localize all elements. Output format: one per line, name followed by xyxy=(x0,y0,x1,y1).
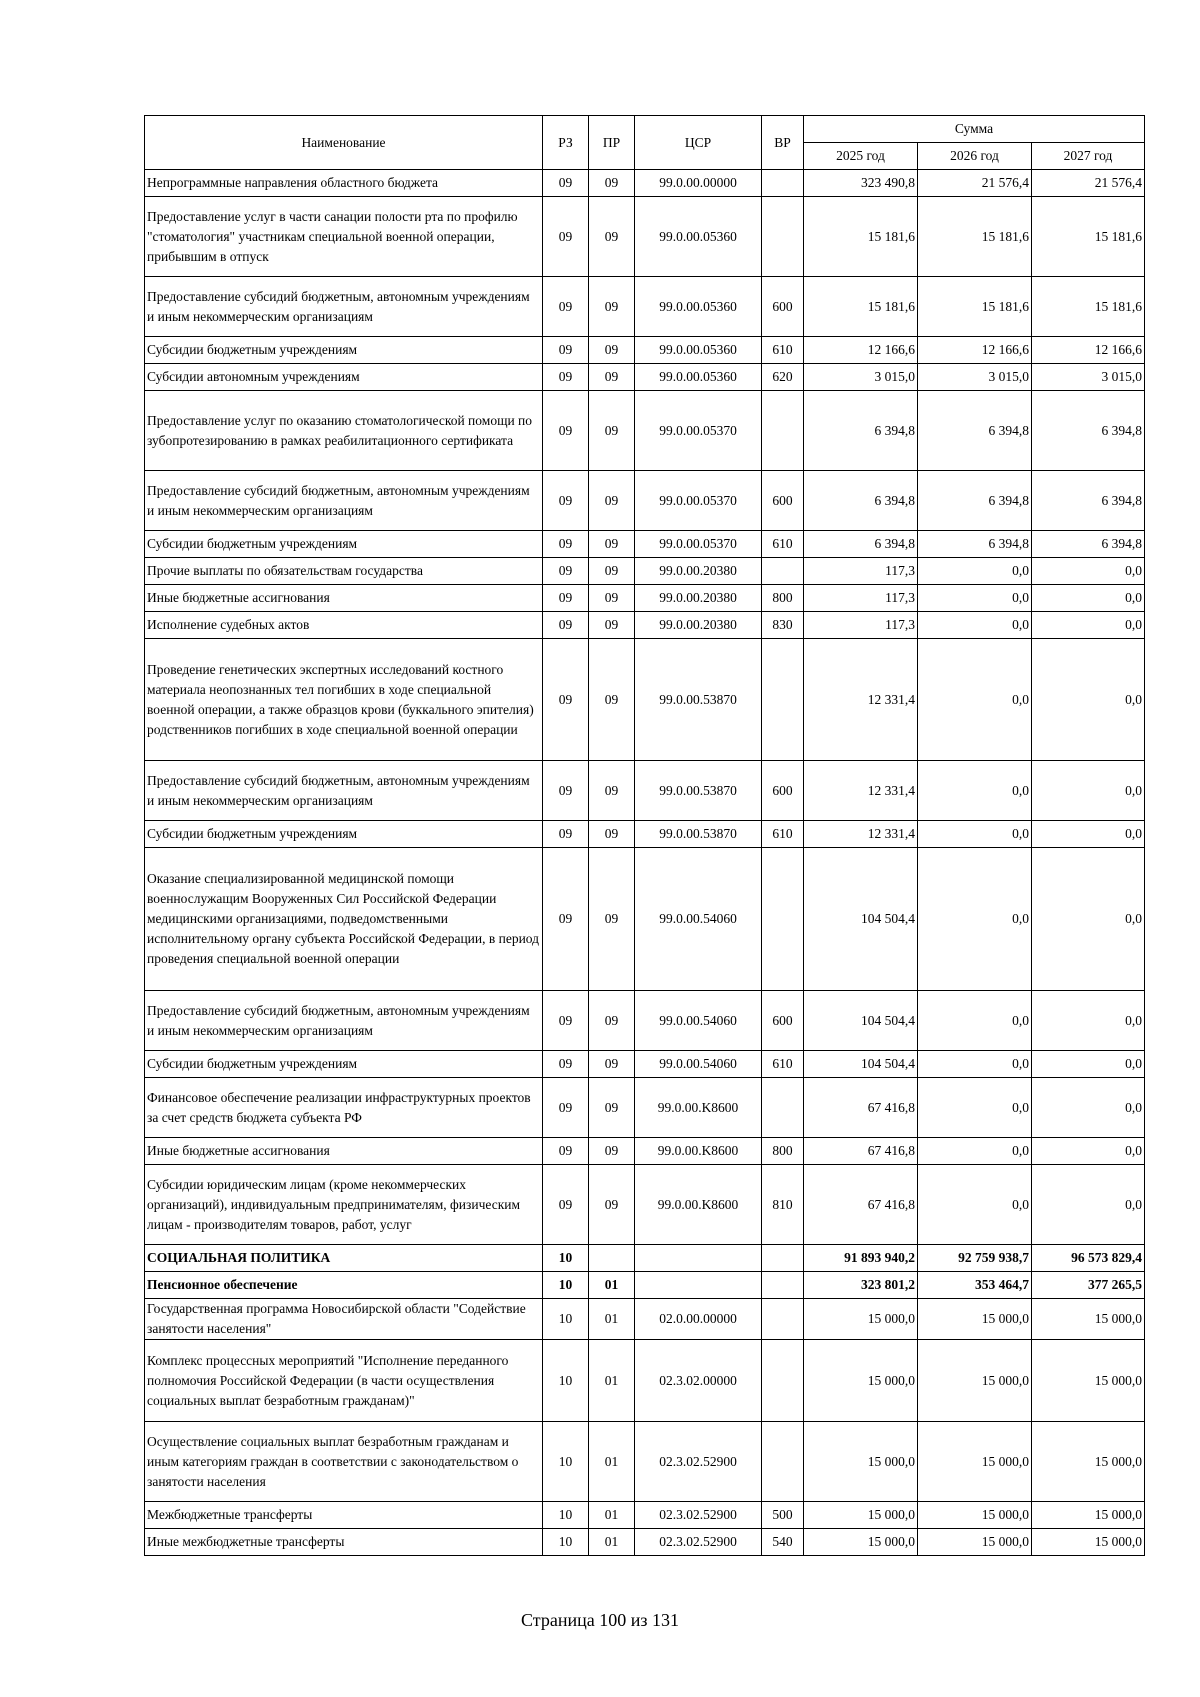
cell-vr xyxy=(762,197,804,277)
cell-y2026: 0,0 xyxy=(918,612,1032,639)
cell-y2026: 15 000,0 xyxy=(918,1422,1032,1502)
cell-csr: 99.0.00.05370 xyxy=(635,391,762,471)
cell-y2026: 15 000,0 xyxy=(918,1340,1032,1422)
cell-name: Субсидии автономным учреждениям xyxy=(145,364,543,391)
cell-name: Непрограммные направления областного бюджета xyxy=(145,170,543,197)
cell-y2025: 15 000,0 xyxy=(804,1340,918,1422)
cell-y2027: 0,0 xyxy=(1032,848,1145,991)
header-2026: 2026 год xyxy=(918,143,1032,170)
cell-y2026: 0,0 xyxy=(918,848,1032,991)
cell-y2026: 15 181,6 xyxy=(918,197,1032,277)
cell-pr: 09 xyxy=(589,1078,635,1138)
cell-vr xyxy=(762,170,804,197)
cell-csr: 99.0.00.53870 xyxy=(635,639,762,761)
cell-vr xyxy=(762,391,804,471)
table-row xyxy=(145,391,1145,471)
cell-y2026: 15 181,6 xyxy=(918,277,1032,337)
cell-y2026: 3 015,0 xyxy=(918,364,1032,391)
cell-y2027: 0,0 xyxy=(1032,1078,1145,1138)
cell-y2026: 0,0 xyxy=(918,1078,1032,1138)
table-row xyxy=(145,337,1145,364)
header-csr: ЦСР xyxy=(635,116,762,170)
cell-vr: 830 xyxy=(762,612,804,639)
cell-vr: 600 xyxy=(762,761,804,821)
header-2027: 2027 год xyxy=(1032,143,1145,170)
cell-csr: 99.0.00.05370 xyxy=(635,531,762,558)
table-row xyxy=(145,585,1145,612)
cell-rz: 10 xyxy=(543,1299,589,1340)
cell-y2026: 12 166,6 xyxy=(918,337,1032,364)
cell-rz: 10 xyxy=(543,1529,589,1556)
cell-name: Проведение генетических экспертных исследований костного материала неопознанных тел погибших в ходе специальной военной операции, а также образцов крови (буккального эпителия) родственников погибших в ходе специальной военной операции xyxy=(145,639,543,761)
table-row xyxy=(145,1422,1145,1502)
cell-csr: 02.3.02.00000 xyxy=(635,1340,762,1422)
cell-pr: 09 xyxy=(589,612,635,639)
cell-y2027: 0,0 xyxy=(1032,991,1145,1051)
header-pr: ПР xyxy=(589,116,635,170)
cell-csr: 99.0.00.K8600 xyxy=(635,1078,762,1138)
cell-name: СОЦИАЛЬНАЯ ПОЛИТИКА xyxy=(145,1245,543,1272)
cell-y2025: 15 181,6 xyxy=(804,197,918,277)
cell-name: Предоставление субсидий бюджетным, автономным учреждениям и иным некоммерческим организациям xyxy=(145,761,543,821)
cell-pr: 09 xyxy=(589,761,635,821)
cell-name: Предоставление услуг по оказанию стоматологической помощи по зубопротезированию в рамках реабилитационного сертификата xyxy=(145,391,543,471)
cell-rz: 09 xyxy=(543,1165,589,1245)
cell-rz: 09 xyxy=(543,277,589,337)
cell-pr: 09 xyxy=(589,197,635,277)
cell-rz: 09 xyxy=(543,1078,589,1138)
cell-y2026: 6 394,8 xyxy=(918,531,1032,558)
cell-csr: 99.0.00.53870 xyxy=(635,761,762,821)
table-row xyxy=(145,197,1145,277)
cell-name: Иные бюджетные ассигнования xyxy=(145,585,543,612)
cell-y2025: 6 394,8 xyxy=(804,391,918,471)
cell-pr: 09 xyxy=(589,277,635,337)
cell-vr: 620 xyxy=(762,364,804,391)
cell-y2026: 0,0 xyxy=(918,1165,1032,1245)
cell-y2027: 0,0 xyxy=(1032,612,1145,639)
cell-pr: 09 xyxy=(589,1138,635,1165)
cell-name: Осуществление социальных выплат безработным гражданам и иным категориям граждан в соответствии с законодательством о занятости населения xyxy=(145,1422,543,1502)
cell-csr: 99.0.00.53870 xyxy=(635,821,762,848)
cell-pr: 09 xyxy=(589,170,635,197)
cell-y2025: 323 490,8 xyxy=(804,170,918,197)
cell-name: Предоставление субсидий бюджетным, автономным учреждениям и иным некоммерческим организациям xyxy=(145,471,543,531)
cell-vr xyxy=(762,1272,804,1299)
cell-y2025: 12 331,4 xyxy=(804,639,918,761)
table-row xyxy=(145,1245,1145,1272)
cell-y2025: 104 504,4 xyxy=(804,991,918,1051)
cell-pr: 01 xyxy=(589,1272,635,1299)
cell-rz: 09 xyxy=(543,471,589,531)
cell-name: Предоставление субсидий бюджетным, автономным учреждениям и иным некоммерческим организациям xyxy=(145,277,543,337)
cell-rz: 09 xyxy=(543,531,589,558)
cell-vr xyxy=(762,558,804,585)
cell-y2026: 0,0 xyxy=(918,585,1032,612)
cell-csr: 99.0.00.54060 xyxy=(635,848,762,991)
cell-csr: 99.0.00.K8600 xyxy=(635,1165,762,1245)
cell-y2027: 15 000,0 xyxy=(1032,1502,1145,1529)
table-row xyxy=(145,558,1145,585)
cell-y2027: 0,0 xyxy=(1032,558,1145,585)
cell-vr xyxy=(762,1422,804,1502)
cell-y2026: 0,0 xyxy=(918,1138,1032,1165)
cell-name: Государственная программа Новосибирской области "Содействие занятости населения" xyxy=(145,1299,543,1340)
cell-csr: 99.0.00.05360 xyxy=(635,197,762,277)
header-2025: 2025 год xyxy=(804,143,918,170)
cell-rz: 09 xyxy=(543,585,589,612)
cell-y2027: 0,0 xyxy=(1032,1138,1145,1165)
cell-rz: 09 xyxy=(543,848,589,991)
cell-y2026: 6 394,8 xyxy=(918,391,1032,471)
cell-y2025: 67 416,8 xyxy=(804,1078,918,1138)
cell-vr: 610 xyxy=(762,337,804,364)
cell-csr: 99.0.00.05360 xyxy=(635,277,762,337)
cell-y2027: 0,0 xyxy=(1032,821,1145,848)
cell-name: Предоставление услуг в части санации полости рта по профилю "стоматология" участникам специальной военной операции, прибывшим в отпуск xyxy=(145,197,543,277)
cell-y2026: 21 576,4 xyxy=(918,170,1032,197)
cell-y2026: 0,0 xyxy=(918,558,1032,585)
cell-y2027: 15 000,0 xyxy=(1032,1299,1145,1340)
cell-pr: 09 xyxy=(589,558,635,585)
table-row xyxy=(145,848,1145,991)
table-row xyxy=(145,531,1145,558)
cell-vr xyxy=(762,1078,804,1138)
cell-y2026: 0,0 xyxy=(918,639,1032,761)
cell-y2027: 6 394,8 xyxy=(1032,471,1145,531)
cell-csr: 99.0.00.20380 xyxy=(635,612,762,639)
cell-name: Финансовое обеспечение реализации инфраструктурных проектов за счет средств бюджета субъекта РФ xyxy=(145,1078,543,1138)
cell-csr: 99.0.00.54060 xyxy=(635,1051,762,1078)
cell-y2025: 12 331,4 xyxy=(804,761,918,821)
cell-name: Субсидии бюджетным учреждениям xyxy=(145,337,543,364)
cell-name: Иные межбюджетные трансферты xyxy=(145,1529,543,1556)
cell-rz: 09 xyxy=(543,391,589,471)
cell-csr: 99.0.00.00000 xyxy=(635,170,762,197)
table-row xyxy=(145,639,1145,761)
table-row xyxy=(145,170,1145,197)
cell-y2026: 0,0 xyxy=(918,991,1032,1051)
cell-csr xyxy=(635,1272,762,1299)
cell-y2026: 0,0 xyxy=(918,821,1032,848)
cell-rz: 09 xyxy=(543,761,589,821)
cell-y2025: 104 504,4 xyxy=(804,1051,918,1078)
cell-pr: 01 xyxy=(589,1529,635,1556)
cell-csr: 99.0.00.05360 xyxy=(635,337,762,364)
cell-rz: 09 xyxy=(543,170,589,197)
cell-csr: 02.3.02.52900 xyxy=(635,1529,762,1556)
cell-csr: 99.0.00.20380 xyxy=(635,585,762,612)
cell-pr: 09 xyxy=(589,1051,635,1078)
cell-rz: 09 xyxy=(543,1138,589,1165)
cell-y2027: 0,0 xyxy=(1032,1051,1145,1078)
header-name: Наименование xyxy=(145,116,543,170)
cell-y2025: 3 015,0 xyxy=(804,364,918,391)
cell-y2025: 15 000,0 xyxy=(804,1299,918,1340)
cell-vr: 500 xyxy=(762,1502,804,1529)
cell-pr xyxy=(589,1245,635,1272)
cell-csr: 99.0.00.20380 xyxy=(635,558,762,585)
cell-csr: 02.3.02.52900 xyxy=(635,1422,762,1502)
cell-pr: 09 xyxy=(589,471,635,531)
cell-pr: 01 xyxy=(589,1299,635,1340)
table-row xyxy=(145,1502,1145,1529)
cell-rz: 09 xyxy=(543,639,589,761)
cell-y2025: 15 000,0 xyxy=(804,1529,918,1556)
table-row xyxy=(145,1299,1145,1340)
cell-rz: 10 xyxy=(543,1502,589,1529)
table-row xyxy=(145,761,1145,821)
page-number: Страница 100 из 131 xyxy=(521,1610,679,1630)
cell-csr: 99.0.00.05360 xyxy=(635,364,762,391)
table-row xyxy=(145,1272,1145,1299)
cell-csr: 99.0.00.54060 xyxy=(635,991,762,1051)
cell-y2025: 117,3 xyxy=(804,612,918,639)
cell-pr: 09 xyxy=(589,848,635,991)
cell-name: Оказание специализированной медицинской помощи военнослужащим Вооруженных Сил Российской Федерации медицинскими организациями, подведомственными исполнительному органу субъекта Российской Федерации, в период проведения специальной военной операции xyxy=(145,848,543,991)
cell-vr xyxy=(762,1245,804,1272)
cell-y2027: 15 000,0 xyxy=(1032,1529,1145,1556)
document-page xyxy=(144,115,1144,1556)
cell-y2027: 15 000,0 xyxy=(1032,1340,1145,1422)
cell-name: Пенсионное обеспечение xyxy=(145,1272,543,1299)
table-row xyxy=(145,471,1145,531)
cell-y2025: 15 181,6 xyxy=(804,277,918,337)
cell-pr: 01 xyxy=(589,1340,635,1422)
cell-vr: 600 xyxy=(762,471,804,531)
cell-pr: 09 xyxy=(589,1165,635,1245)
cell-y2027: 0,0 xyxy=(1032,585,1145,612)
cell-rz: 09 xyxy=(543,991,589,1051)
cell-pr: 09 xyxy=(589,531,635,558)
cell-y2025: 6 394,8 xyxy=(804,471,918,531)
cell-y2025: 12 331,4 xyxy=(804,821,918,848)
cell-y2025: 12 166,6 xyxy=(804,337,918,364)
cell-y2026: 0,0 xyxy=(918,1051,1032,1078)
cell-y2025: 117,3 xyxy=(804,558,918,585)
cell-name: Исполнение судебных актов xyxy=(145,612,543,639)
cell-csr: 02.0.00.00000 xyxy=(635,1299,762,1340)
table-row xyxy=(145,1051,1145,1078)
cell-y2026: 92 759 938,7 xyxy=(918,1245,1032,1272)
cell-y2027: 15 000,0 xyxy=(1032,1422,1145,1502)
cell-y2026: 6 394,8 xyxy=(918,471,1032,531)
header-sum: Сумма xyxy=(804,116,1145,143)
cell-pr: 01 xyxy=(589,1422,635,1502)
cell-y2027: 0,0 xyxy=(1032,761,1145,821)
cell-y2027: 21 576,4 xyxy=(1032,170,1145,197)
cell-vr: 800 xyxy=(762,1138,804,1165)
cell-pr: 09 xyxy=(589,364,635,391)
cell-rz: 10 xyxy=(543,1245,589,1272)
table-row xyxy=(145,821,1145,848)
header-rz: РЗ xyxy=(543,116,589,170)
table-row xyxy=(145,1529,1145,1556)
cell-rz: 10 xyxy=(543,1422,589,1502)
cell-vr: 800 xyxy=(762,585,804,612)
cell-y2027: 377 265,5 xyxy=(1032,1272,1145,1299)
table-row xyxy=(145,1165,1145,1245)
cell-y2025: 15 000,0 xyxy=(804,1502,918,1529)
cell-y2025: 104 504,4 xyxy=(804,848,918,991)
cell-pr: 09 xyxy=(589,585,635,612)
table-row xyxy=(145,991,1145,1051)
cell-vr: 610 xyxy=(762,821,804,848)
cell-pr: 01 xyxy=(589,1502,635,1529)
cell-name: Прочие выплаты по обязательствам государства xyxy=(145,558,543,585)
table-row xyxy=(145,612,1145,639)
cell-y2025: 117,3 xyxy=(804,585,918,612)
cell-pr: 09 xyxy=(589,391,635,471)
cell-vr: 810 xyxy=(762,1165,804,1245)
cell-vr: 600 xyxy=(762,991,804,1051)
cell-csr: 02.3.02.52900 xyxy=(635,1502,762,1529)
cell-vr xyxy=(762,848,804,991)
cell-csr: 99.0.00.05370 xyxy=(635,471,762,531)
cell-csr xyxy=(635,1245,762,1272)
cell-rz: 09 xyxy=(543,1051,589,1078)
cell-y2027: 15 181,6 xyxy=(1032,197,1145,277)
cell-vr xyxy=(762,639,804,761)
cell-y2027: 6 394,8 xyxy=(1032,531,1145,558)
cell-y2027: 0,0 xyxy=(1032,1165,1145,1245)
cell-csr: 99.0.00.K8600 xyxy=(635,1138,762,1165)
table-body xyxy=(145,170,1145,1556)
table-row xyxy=(145,277,1145,337)
table-row xyxy=(145,1340,1145,1422)
cell-vr: 600 xyxy=(762,277,804,337)
table-row xyxy=(145,364,1145,391)
cell-name: Межбюджетные трансферты xyxy=(145,1502,543,1529)
cell-y2027: 12 166,6 xyxy=(1032,337,1145,364)
cell-y2026: 0,0 xyxy=(918,761,1032,821)
cell-vr: 610 xyxy=(762,531,804,558)
table-row xyxy=(145,1138,1145,1165)
cell-y2025: 323 801,2 xyxy=(804,1272,918,1299)
cell-vr xyxy=(762,1340,804,1422)
cell-rz: 09 xyxy=(543,197,589,277)
cell-y2027: 3 015,0 xyxy=(1032,364,1145,391)
cell-y2026: 15 000,0 xyxy=(918,1529,1032,1556)
cell-y2026: 15 000,0 xyxy=(918,1299,1032,1340)
cell-name: Субсидии бюджетным учреждениям xyxy=(145,1051,543,1078)
cell-rz: 10 xyxy=(543,1272,589,1299)
cell-name: Субсидии бюджетным учреждениям xyxy=(145,821,543,848)
cell-y2025: 67 416,8 xyxy=(804,1138,918,1165)
cell-name: Субсидии бюджетным учреждениям xyxy=(145,531,543,558)
cell-vr xyxy=(762,1299,804,1340)
cell-rz: 09 xyxy=(543,612,589,639)
cell-y2025: 91 893 940,2 xyxy=(804,1245,918,1272)
budget-table xyxy=(144,115,1145,1556)
table-row xyxy=(145,1078,1145,1138)
cell-y2026: 353 464,7 xyxy=(918,1272,1032,1299)
cell-rz: 09 xyxy=(543,558,589,585)
cell-y2027: 96 573 829,4 xyxy=(1032,1245,1145,1272)
cell-pr: 09 xyxy=(589,337,635,364)
cell-vr: 540 xyxy=(762,1529,804,1556)
cell-pr: 09 xyxy=(589,821,635,848)
cell-vr: 610 xyxy=(762,1051,804,1078)
cell-pr: 09 xyxy=(589,991,635,1051)
cell-rz: 09 xyxy=(543,364,589,391)
cell-pr: 09 xyxy=(589,639,635,761)
cell-name: Субсидии юридическим лицам (кроме некоммерческих организаций), индивидуальным предпринимателям, физическим лицам - производителям товаров, работ, услуг xyxy=(145,1165,543,1245)
cell-rz: 09 xyxy=(543,821,589,848)
cell-rz: 09 xyxy=(543,337,589,364)
cell-rz: 10 xyxy=(543,1340,589,1422)
cell-name: Предоставление субсидий бюджетным, автономным учреждениям и иным некоммерческим организациям xyxy=(145,991,543,1051)
cell-y2025: 6 394,8 xyxy=(804,531,918,558)
cell-y2026: 15 000,0 xyxy=(918,1502,1032,1529)
cell-y2025: 67 416,8 xyxy=(804,1165,918,1245)
cell-y2027: 15 181,6 xyxy=(1032,277,1145,337)
cell-y2027: 6 394,8 xyxy=(1032,391,1145,471)
header-vr: ВР xyxy=(762,116,804,170)
cell-name: Иные бюджетные ассигнования xyxy=(145,1138,543,1165)
cell-name: Комплекс процессных мероприятий "Исполнение переданного полномочия Российской Федерации (в части осуществления социальных выплат безработным гражданам)" xyxy=(145,1340,543,1422)
cell-y2027: 0,0 xyxy=(1032,639,1145,761)
cell-y2025: 15 000,0 xyxy=(804,1422,918,1502)
